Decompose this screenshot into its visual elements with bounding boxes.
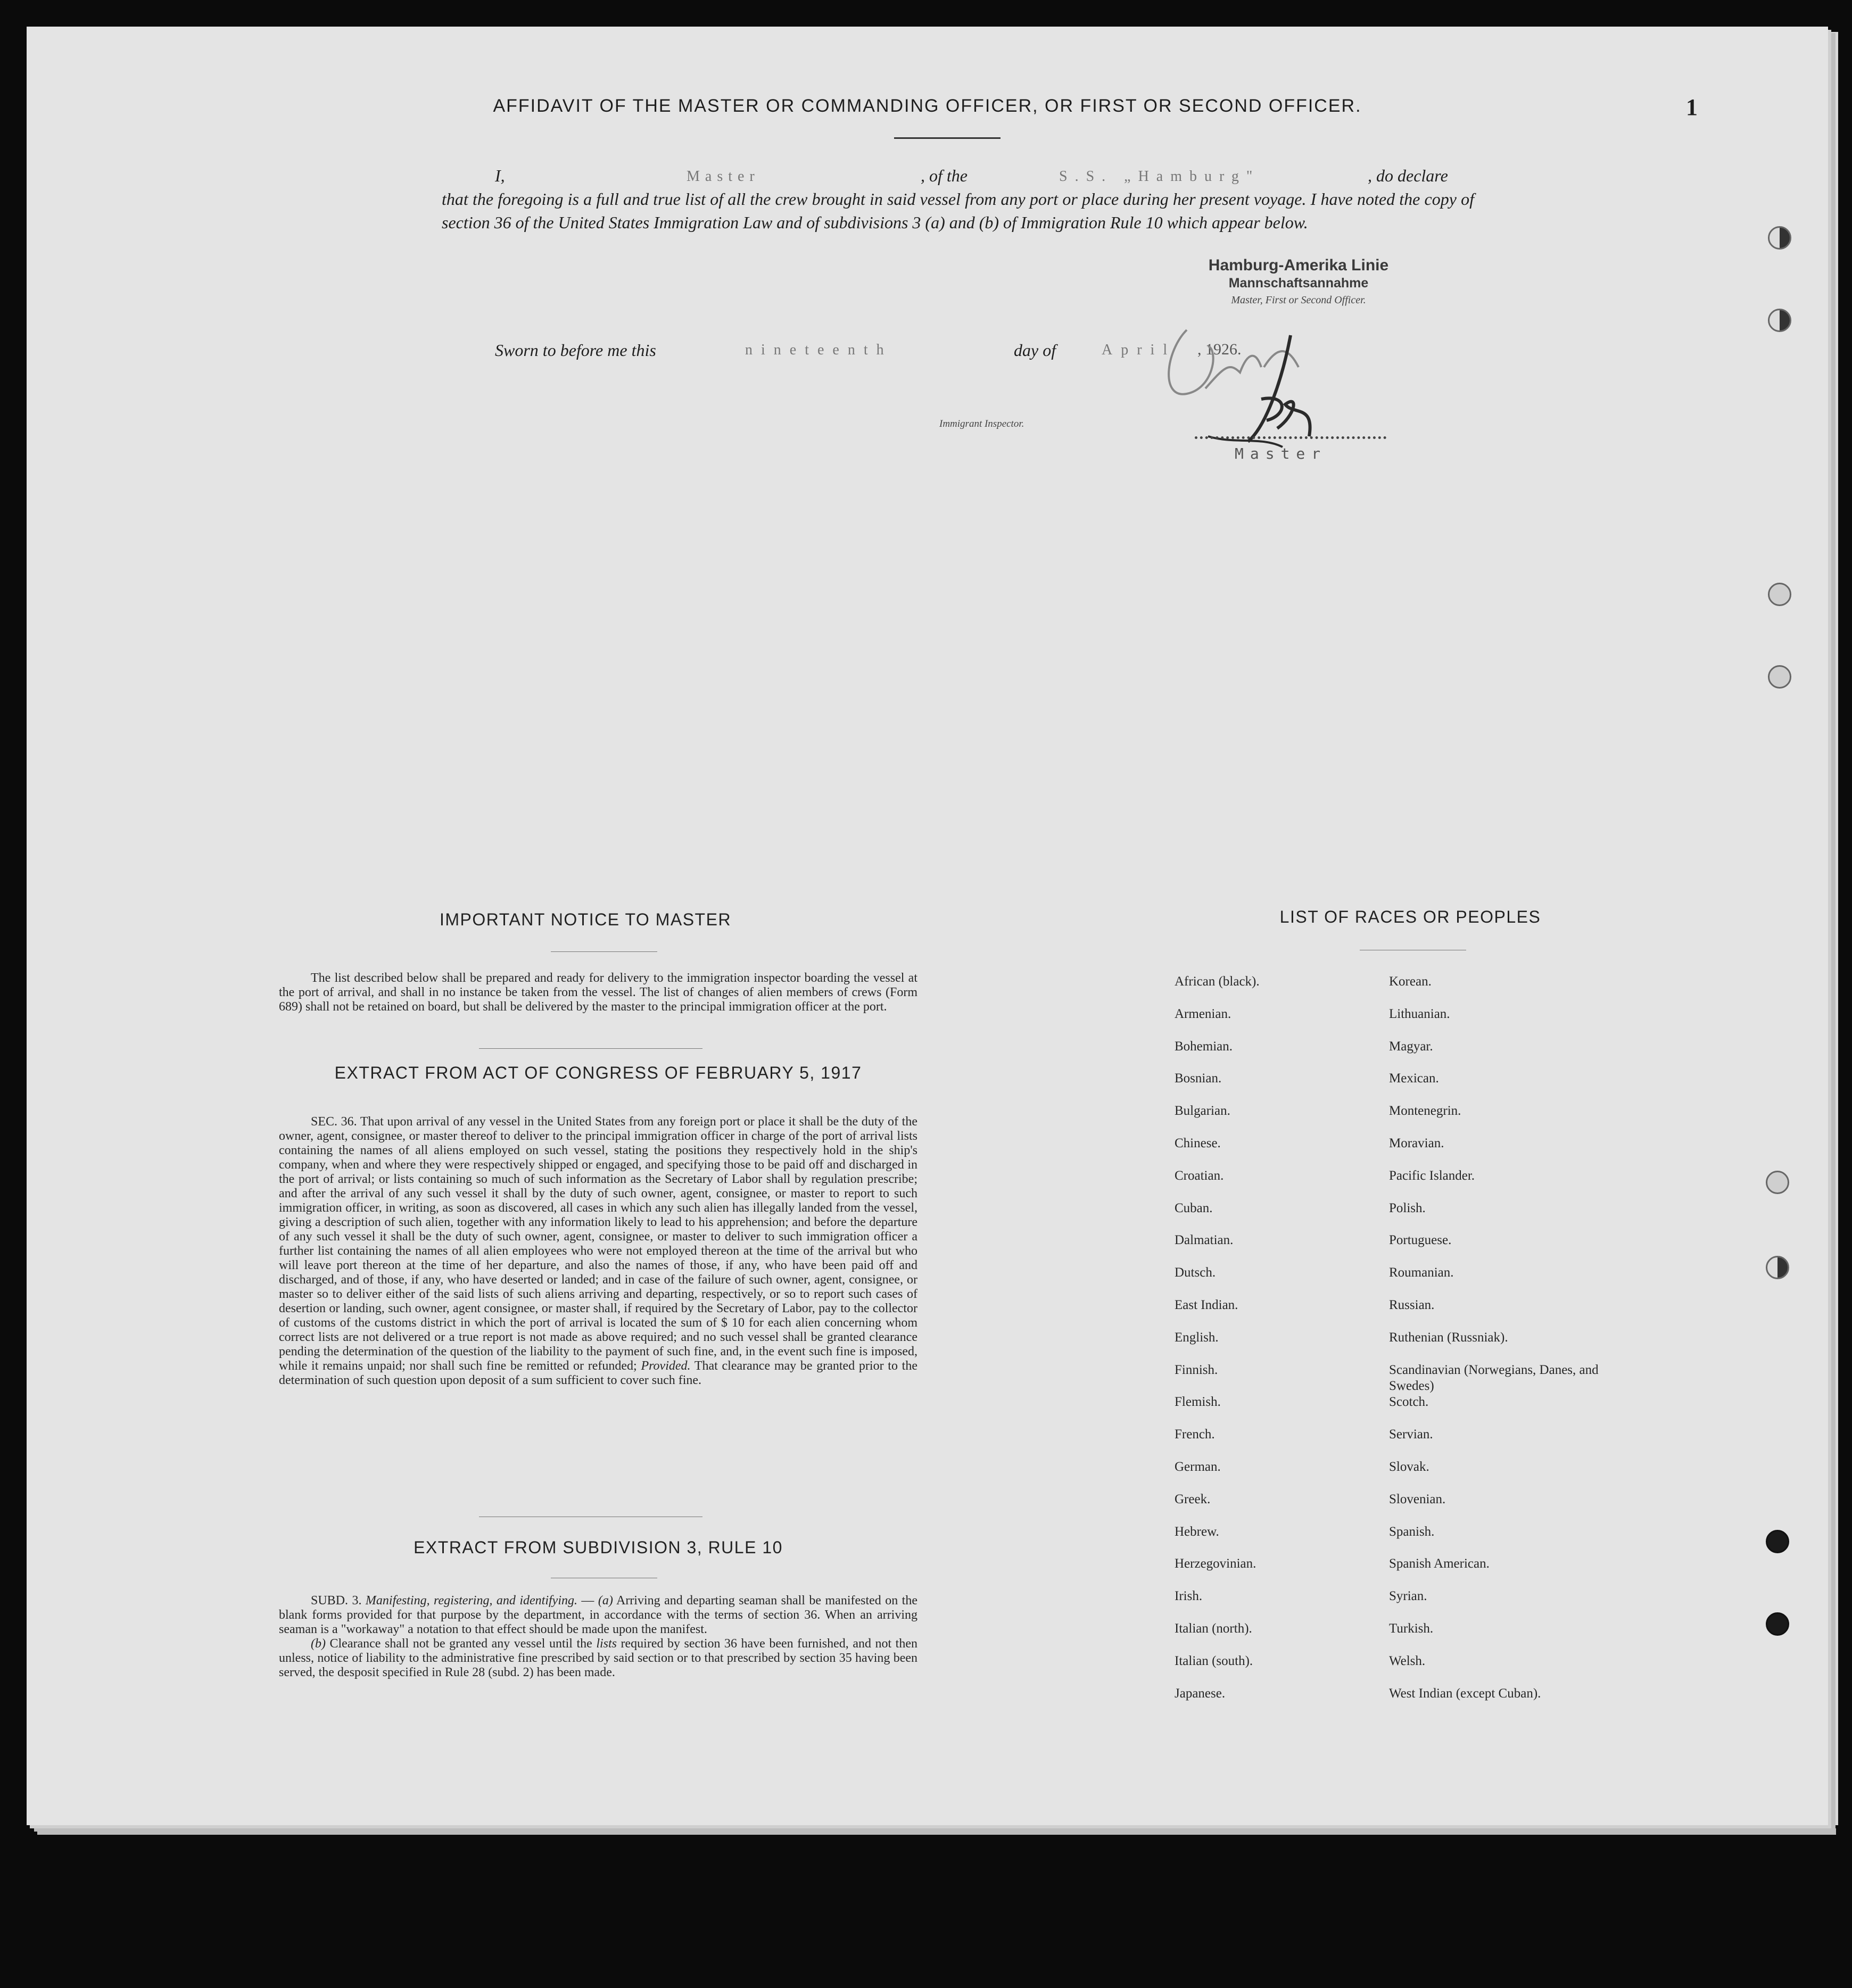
races-heading: LIST OF RACES OR PEOPLES <box>1279 907 1541 926</box>
declaration-text: that the foregoing is a full and true list of all the crew brought in said vessel from any port or place during her present voyage. I have noted the copy of section 36 of the United States Immigration Law and of subdivisions 3 (a) and (b) of Immigration Rule 10 which appear below. <box>442 189 1474 232</box>
race-item: Italian (south). <box>1175 1653 1253 1668</box>
decl-do-declare: , do declare <box>1368 166 1448 185</box>
notice-heading-rule <box>551 951 657 952</box>
race-item: English. <box>1175 1330 1219 1345</box>
race-item: Herzegovinian. <box>1175 1556 1256 1571</box>
race-item: Spanish American. <box>1389 1556 1490 1571</box>
rank-filled: Master <box>687 168 760 185</box>
extract-act-proviso-word: Provided. <box>641 1359 691 1373</box>
race-item: Italian (north). <box>1175 1621 1252 1636</box>
race-item: Scandinavian (Norwegians, Danes, and Swedes) <box>1389 1362 1599 1393</box>
race-item: Montenegrin. <box>1389 1104 1461 1119</box>
race-item: Turkish. <box>1389 1621 1434 1636</box>
shipping-line-stamp <box>1160 256 1437 307</box>
rule-b-lists: lists <box>596 1637 617 1651</box>
inspector-label: Immigrant Inspector. <box>939 418 1024 429</box>
sworn-month: April <box>1102 342 1176 358</box>
rule-b-text-1: Clearance shall not be granted any vessel until the <box>329 1637 592 1651</box>
race-item: Pacific Islander. <box>1389 1168 1475 1183</box>
race-item: Roumanian. <box>1389 1265 1454 1280</box>
rule-b-text-2: required by section 36 have been furnished, and not then unless, notice of liability to the administrative fine prescribed by said section or to that prescribed by section 35 having been served, the desposit specified in Rule 28 (subd. 2) has been made. <box>279 1637 917 1679</box>
sworn-year: , 1926. <box>1197 341 1242 358</box>
binder-hole-7 <box>1766 1530 1789 1553</box>
vessel-filled: S.S. „Hamburg" <box>1059 168 1260 185</box>
race-item: Moravian. <box>1389 1136 1444 1150</box>
race-item: French. <box>1175 1427 1215 1442</box>
race-item: Japanese. <box>1175 1686 1226 1701</box>
race-item: Korean. <box>1389 974 1432 989</box>
race-item: German. <box>1175 1459 1221 1474</box>
races-right-column <box>1389 974 1613 1718</box>
extract-act-paragraph <box>279 1115 917 1388</box>
stamp-line-2: Mannschaftsannahme <box>1228 276 1369 291</box>
stamp-line-3: Master, First or Second Officer. <box>1231 294 1366 306</box>
race-item: Dalmatian. <box>1175 1233 1234 1248</box>
page-stack-edge-bottom <box>37 1828 1836 1835</box>
notice-paragraph: The list described below shall be prepared and ready for delivery to the immigration inspector boarding the vessel at the port of arrival, and shall in no instance be taken from the vessel. The list of changes of alien members of crews (Form 689) shall not be retained on board, but shall be delivered by the master to the principal immigration officer at the port. <box>279 971 917 1014</box>
decl-i: I, <box>495 166 505 185</box>
extract-rule-b <box>279 1637 917 1680</box>
rule-a-prefix: SUBD. 3. <box>311 1594 362 1608</box>
declaration-first-line <box>442 164 1474 187</box>
race-item: Bohemian. <box>1175 1039 1233 1054</box>
race-item: Bulgarian. <box>1175 1104 1230 1119</box>
race-item: East Indian. <box>1175 1297 1238 1312</box>
race-item: Spanish. <box>1389 1524 1435 1539</box>
race-item: Greek. <box>1175 1492 1211 1506</box>
sworn-day-of: day of <box>1014 341 1056 360</box>
binder-hole-2 <box>1768 309 1791 332</box>
extract-rule-a <box>279 1594 917 1637</box>
decl-of-the: , of the <box>921 166 968 185</box>
binder-hole-6 <box>1766 1256 1789 1279</box>
extract-rule-heading: EXTRACT FROM SUBDIVISION 3, RULE 10 <box>414 1538 783 1557</box>
race-item: Lithuanian. <box>1389 1006 1450 1021</box>
stamp-line-1: Hamburg-Amerika Linie <box>1208 256 1389 274</box>
extract-act-text <box>279 1115 917 1388</box>
race-item: Scotch. <box>1389 1395 1429 1410</box>
binder-hole-8 <box>1766 1612 1789 1636</box>
race-item: Russian. <box>1389 1297 1435 1312</box>
notice-text <box>279 971 917 1014</box>
race-item: Servian. <box>1389 1427 1433 1442</box>
race-item: Polish. <box>1389 1200 1426 1215</box>
extract-rule-text <box>279 1594 917 1680</box>
race-item: Dutsch. <box>1175 1265 1216 1280</box>
page-mark: 1 <box>1686 94 1698 120</box>
binder-hole-5 <box>1766 1171 1789 1194</box>
race-item: Chinese. <box>1175 1136 1221 1150</box>
sworn-prefix: Sworn to before me this <box>495 341 656 360</box>
sworn-day: nineteenth <box>745 342 892 358</box>
rule-a-dash: — <box>577 1594 598 1608</box>
rule-a-label: (a) <box>598 1594 613 1608</box>
race-item: Armenian. <box>1175 1006 1231 1021</box>
master-signature-dots <box>1195 436 1386 439</box>
race-item: West Indian (except Cuban). <box>1389 1686 1541 1701</box>
race-item: Bosnian. <box>1175 1071 1222 1086</box>
binder-hole-4 <box>1768 665 1791 689</box>
race-item: Portuguese. <box>1389 1233 1452 1248</box>
race-item: African (black). <box>1175 974 1260 989</box>
extract-act-proviso: That clearance may be granted prior to the determination of such question upon deposit of a sum sufficient to cover such fine. <box>279 1359 917 1387</box>
race-item: Finnish. <box>1175 1362 1218 1377</box>
race-item: Slovak. <box>1389 1459 1429 1474</box>
extract-act-body: SEC. 36. That upon arrival of any vessel in the United States from any foreign port or place it shall be the duty of the owner, agent, consignee, or master thereof to deliver to the principal immigration officer in charge of the port of arrival lists containing the names of all aliens employed on such vessel, stating the positions they respectively hold in the ship's company, when and where they were respectively shipped or engaged, and specifying those to be paid off and discharged in the port of arrival; or lists containing so much of such information as the Secretary of Labor shall by regulation prescribe; and after the arrival of any such vessel it shall by the duty of such owner, agent, consignee, or master to report to such immigration officer, in writing, as soon as discovered, all cases in which any such alien has illegally landed from the vessel, giving a description of such alien, together with any information likely to lead to his apprehension; and before the departure of any such vessel it shall be the duty of such owner, agent, consignee, or master to deliver to such immigration officer a further list containing the names of all alien employees who were not employed thereon at the time of the arrival but who will leave port thereon at the time of her departure, and also the names of those, if any, who have been paid off and discharged, and of those, if any, who have deserted or landed; and in case of the failure of such owner, agent, consignee, or master so to deliver either of the said lists of such aliens arriving and departing, respectively, or so to report such cases of desertion or landing, such owner, agent consignee, or master shall, if required by the Secretary of Labor, pay to the collector of customs of the customs district in which the port of arrival is located the sum of $ 10 for each alien concerning whom correct lists are not delivered or a true report is not made as above required; and no such vessel shall be granted clearance pending the determination of the question of the liability to the payment of such fine, and, in the event such fine is imposed, while it remains unpaid; nor shall such fine be remitted or refunded; <box>279 1115 917 1373</box>
rule-a-text: Arriving and departing seaman shall be manifested on the blank forms provided for that purpose by the department, in accordance with the terms of section 36. When an arriving seaman is a "workaway" a notation to that effect should be made upon the manifest. <box>279 1594 918 1636</box>
race-item: Magyar. <box>1389 1039 1433 1054</box>
master-label: Master <box>1235 445 1327 462</box>
manifest-page <box>27 27 1828 1825</box>
races-left-column <box>1175 974 1377 1718</box>
rule-b-label: (b) <box>311 1637 326 1651</box>
race-item: Croatian. <box>1175 1168 1224 1183</box>
notice-separator <box>479 1048 702 1049</box>
binder-hole-3 <box>1768 583 1791 606</box>
race-item: Ruthenian (Russniak). <box>1389 1330 1508 1345</box>
page-stack-edge-right <box>1831 32 1838 1825</box>
race-item: Syrian. <box>1389 1589 1427 1604</box>
race-item: Cuban. <box>1175 1200 1213 1215</box>
rule-a-title: Manifesting, registering, and identifying. <box>365 1594 577 1608</box>
extract-act-heading: EXTRACT FROM ACT OF CONGRESS OF FEBRUARY 5, 1917 <box>334 1063 862 1082</box>
race-item: Flemish. <box>1175 1395 1221 1410</box>
race-item: Hebrew. <box>1175 1524 1219 1539</box>
title-underline <box>894 137 1001 139</box>
race-item: Slovenian. <box>1389 1492 1446 1506</box>
notice-heading: IMPORTANT NOTICE TO MASTER <box>439 910 732 929</box>
race-item: Mexican. <box>1389 1071 1439 1086</box>
binder-hole-1 <box>1768 226 1791 250</box>
affidavit-title: AFFIDAVIT OF THE MASTER OR COMMANDING OFFICER, OR FIRST OR SECOND OFFICER. <box>493 96 1362 116</box>
race-item: Irish. <box>1175 1589 1203 1604</box>
race-item: Welsh. <box>1389 1653 1426 1668</box>
